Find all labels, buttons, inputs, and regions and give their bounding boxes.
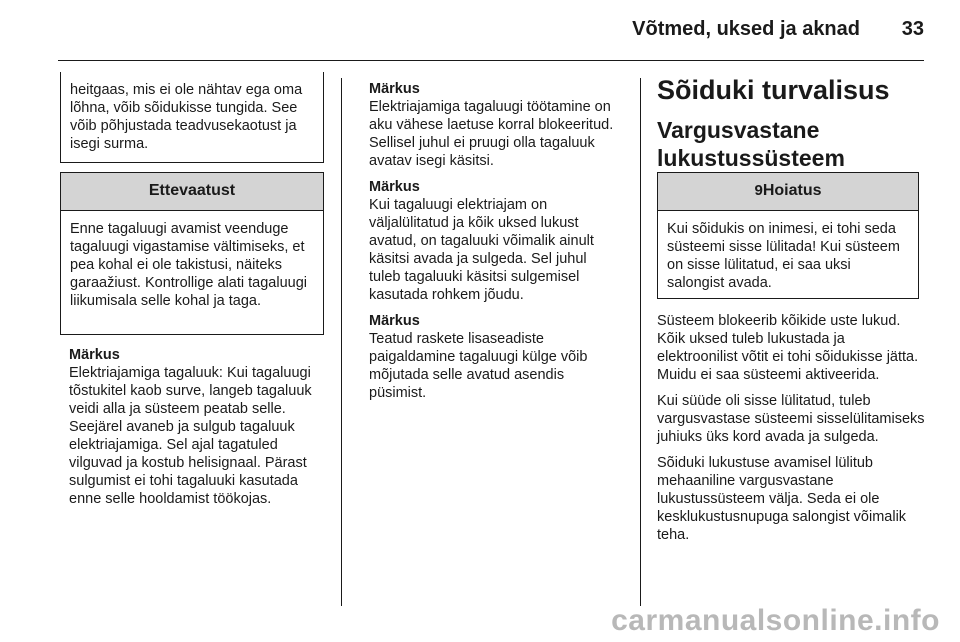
note-title: Märkus <box>369 313 420 329</box>
note-title: Märkus <box>69 347 120 363</box>
column-divider-1 <box>341 78 342 606</box>
paragraph: Süsteem blokeerib kõikide uste lukud. Kõik uksed tuleb lukustada ja elektroonilist võtit ei tohi sõidukisse jätta. Muidu ei saa süsteemi aktiveerida. <box>657 313 919 383</box>
note-block <box>369 312 621 402</box>
caution-text: Enne tagaluugi avamist veenduge tagaluugi vigastamise vältimiseks, et pea kohal ei ole takistusi, näiteks garaažiust. Kontrollige alati tagaluugi liikumisala selle kohal ja taga. <box>70 221 307 309</box>
watermark-text: carmanualsonline.info <box>611 604 940 637</box>
continued-warning-box <box>60 72 324 163</box>
subsection-heading-line-2: lukustussüsteem <box>657 145 845 171</box>
header-rule <box>58 60 924 61</box>
note-section-1 <box>69 346 327 508</box>
paragraph: Sõiduki lukustuse avamisel lülitub mehaaniline vargusvastane lukustussüsteem välja. Seda ei ole kesklukustusnupuga salongist võimalik teha. <box>657 455 907 543</box>
caution-box <box>60 172 324 335</box>
subsection-heading-line-1: Vargusvastane <box>657 117 820 143</box>
warning-triangle-icon: 9 <box>754 182 763 199</box>
note-block <box>369 178 621 304</box>
note-text: Kui tagaluugi elektriajam on väljalülitatud ja kõik uksed lukust avatud, on tagaluuki võimalik ainult käsitsi avada ja sulgeda. Sel juhul tuleb tagaluuki käsitsi sulgemisel kasutada rohkem jõudu. <box>369 197 594 303</box>
note-block <box>369 80 621 170</box>
warning-text: Kui sõidukis on inimesi, ei tohi seda süsteemi sisse lülitada! Kui süsteem on sisse lülitatud, ei saa uksi salongist avada. <box>667 221 900 291</box>
warning-header <box>658 173 918 211</box>
note-text: Elektriajamiga tagaluugi töötamine on aku vähese laetuse korral blokeeritud. Sellisel juhul ei pruugi olla tagaluuk avatav isegi käsitsi. <box>369 99 614 169</box>
note-title: Märkus <box>369 81 420 97</box>
running-header-title: Võtmed, uksed ja aknad <box>632 18 860 40</box>
body-text-column-3 <box>657 312 927 552</box>
notes-column <box>369 80 621 410</box>
warning-box <box>657 172 919 299</box>
column-divider-2 <box>640 78 641 606</box>
warning-title: Hoiatus <box>762 182 822 199</box>
section-headings <box>657 74 927 172</box>
note-title: Märkus <box>369 179 420 195</box>
paragraph: Kui süüde oli sisse lülitatud, tuleb vargusvastase süsteemi sisselülitamiseks juhiuks üks kord avada ja sulgeda. <box>657 393 925 445</box>
section-heading: Sõiduki turvalisus <box>657 75 890 105</box>
continued-warning-text: heitgaas, mis ei ole nähtav ega oma lõhna, võib sõidukisse tungida. See võib põhjustada teadvusekaotust ja isegi surma. <box>70 82 303 152</box>
note-text: Elektriajamiga tagaluuk: Kui tagaluugi tõstukitel kaob surve, langeb tagaluuk veidi alla ja süsteem peatab selle. Seejärel avaneb ja sulgub tagaluuk elektriajamiga. Sel ajal tagatuled vilguvad ja kostub helisignaal. Pärast sulgumist ei tohi tagaluuki kasutada enne selle hooldamist töökojas. <box>69 365 312 507</box>
note-text: Teatud raskete lisaseadiste paigaldamine tagaluugi külge võib mõjutada selle avatud asendis püsimist. <box>369 331 588 401</box>
caution-title: Ettevaatust <box>61 173 323 211</box>
page-number: 33 <box>901 18 924 40</box>
